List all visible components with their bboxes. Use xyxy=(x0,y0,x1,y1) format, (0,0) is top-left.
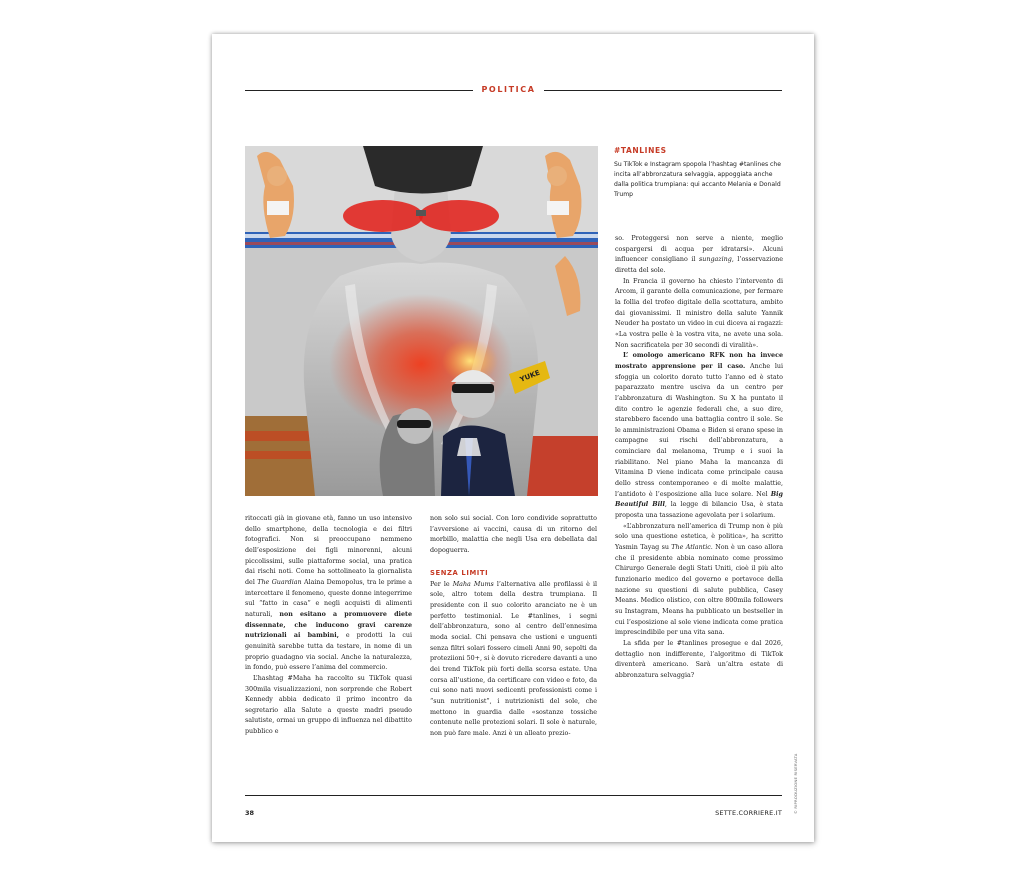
hero-collage-image xyxy=(245,146,598,496)
paragraph: «L’abbronzatura nell’america di Trump non è più solo una questione estetica, è politica», ha scritto Yasmin Tayag su The Atlantic. Non è un caso allora che il presidente abbia nominato come prossimo Chirurgo Generale degli Stati Uniti, cioè il più alto funzionario medico del governo e portavoce della nazione su questioni di salute pubblica, Casey Means. Medico olistico, con oltre 800mila followers su Instagram, Means ha pubblicato un bestseller in cui l’esposizione al sole viene indicata come pratica imprescindibile per una vita sana. xyxy=(615,522,783,637)
caption-hashtag: #TANLINES xyxy=(614,146,667,155)
paragraph: non solo sui social. Con loro condivide soprattutto l’avversione ai vaccini, causa di un ritorno del morbillo, malattia che negli Usa era debellata dal dopoguerra. xyxy=(430,515,597,554)
section-label: POLITICA xyxy=(481,85,536,94)
header-rule-right xyxy=(544,90,782,91)
article-column-3 xyxy=(615,234,783,682)
magazine-page xyxy=(212,34,814,842)
paragraph: so. Proteggersi non serve a niente, meglio cospargersi di acqua per idratarsi». Alcuni influencer consigliano il sungazing, l’osservazione diretta del sole. xyxy=(615,235,783,274)
article-column-2 xyxy=(430,514,597,739)
page-number: 38 xyxy=(245,809,255,817)
caption-text: Su TikTok e Instagram spopola l’hashtag #tanlines che incita all’abbronzatura selvaggia, appoggiata anche dalla politica trumpiana: qui accanto Melania e Donald Trump xyxy=(614,161,782,198)
header-rule-left xyxy=(245,90,473,91)
section-header xyxy=(245,84,782,96)
paragraph: Per le Maha Mums l’alternativa alle profilassi è il sole, altro totem della destra trumpiana. Il presidente con il suo colorito aranciato ne è un perfetto testimonial. Le #tanlines, i segni dell’abbronzatura, sono al centro dell’ennesima moda social. Chi pensava che ustioni e unguenti senza filtri solari fossero cimeli Anni 90, sepolti da proteziioni 50+, si è dovuto ricredere davanti a uno dei trend TikTok più forti della scorsa estate. Una corsa all’ustione, da certificare con video e foto, da cui sono nati nuovi sedicenti professionisti come i “sun nutritionist”, i nutrizionisti del sole, che mettono in guardia dalle «sostanze tossiche contenute nelle protezioni solari. Il sole è naturale, non può fare male. Anzi è un alleato prezio- xyxy=(430,580,597,737)
paragraph: In Francia il governo ha chiesto l’intervento di Arcom, il garante della comunicazione, per fermare la follia del trofeo digitale della scottatura, ambito dai giovanissimi. Il ministro della salute Yannik Neuder ha postato un video in cui diceva ai ragazzi: «La vostra pelle è la vostra vita, ne avete una sola. Non sacrificatela per 30 secondi di viralità». xyxy=(615,277,783,349)
subheading: SENZA LIMITI xyxy=(430,568,489,577)
paragraph: ritoccati già in giovane età, fanno un uso intensivo dello smartphone, della tecnologia e dei filtri fotografici. Non si preoccupano nemmeno dell’esposizione dei figli minorenni, alcuni piccolissimi, sulle piattaforme social, una pratica dai rischi noti. Come ha sottolineato la giornalista del The Guardian Alaina Demopolus, tra le prime a intercettare il fenomeno, queste donne integerrime sul “fatto in casa” e negli acquisti di alimenti naturali, non esitano a promuovere diete dissennate, che inducono gravi carenze nutrizionali ai bambini, e prodotti la cui genuinità sarebbe tutta da testare, in nome di un proprio guadagno via social. Anche la naturalezza, in fondo, può essere l’anima del commercio. xyxy=(245,515,412,672)
photo-caption xyxy=(614,146,786,200)
article-column-1 xyxy=(245,514,412,738)
paragraph: L’ omologo americano RFK non ha invece mostrato apprensione per il caso. Anche lui sfoggia un colorito dorato tutto l’anno ed è stato paparazzato mentre usciva da un centro per l’abbronzatura di Washington. Su X ha puntato il dito contro le agenzie federali che, a suo dire, starebbero facendo una battaglia contro il sole. Se le amministrazioni Obama e Biden si erano spese in campagne sui rischi dell’abbronzatura, a cominciare dal melanoma, Trump e i suoi la riabilitano. Nel piano Maha la mancanza di Vitamina D viene indicata come principale causa dello stress contemporaneo e di molte malattie, l’antidoto è l’esposizione alla luce solare. Nel Big Beautiful Bill, la legge di bilancio Usa, è stata proposta una tassazione agevolata per i solarium. xyxy=(615,352,784,520)
paragraph: L’hashtag #Maha ha raccolto su TikTok quasi 300mila visualizzazioni, non sorprende che Robert Kennedy abbia dedicato il primo incontro da segretario alla Salute a queste madri pseudo salutiste, ormai un gruppo di influenza nel dibattito pubblico e xyxy=(245,674,412,736)
footer-site: SETTE.CORRIERE.IT xyxy=(715,809,782,817)
paragraph: La sfida per le #tanlines prosegue e dal 2026, dettaglio non indifferente, l’algoritmo di TikTok diventerà americano. Sarà un’altra estate di abbronzatura selvaggia? xyxy=(615,639,783,679)
hero-tape-text: YUKE xyxy=(518,368,542,384)
copyright-credit: © RIPRODUZIONE RISERVATA xyxy=(793,753,798,814)
footer-rule xyxy=(245,795,782,796)
